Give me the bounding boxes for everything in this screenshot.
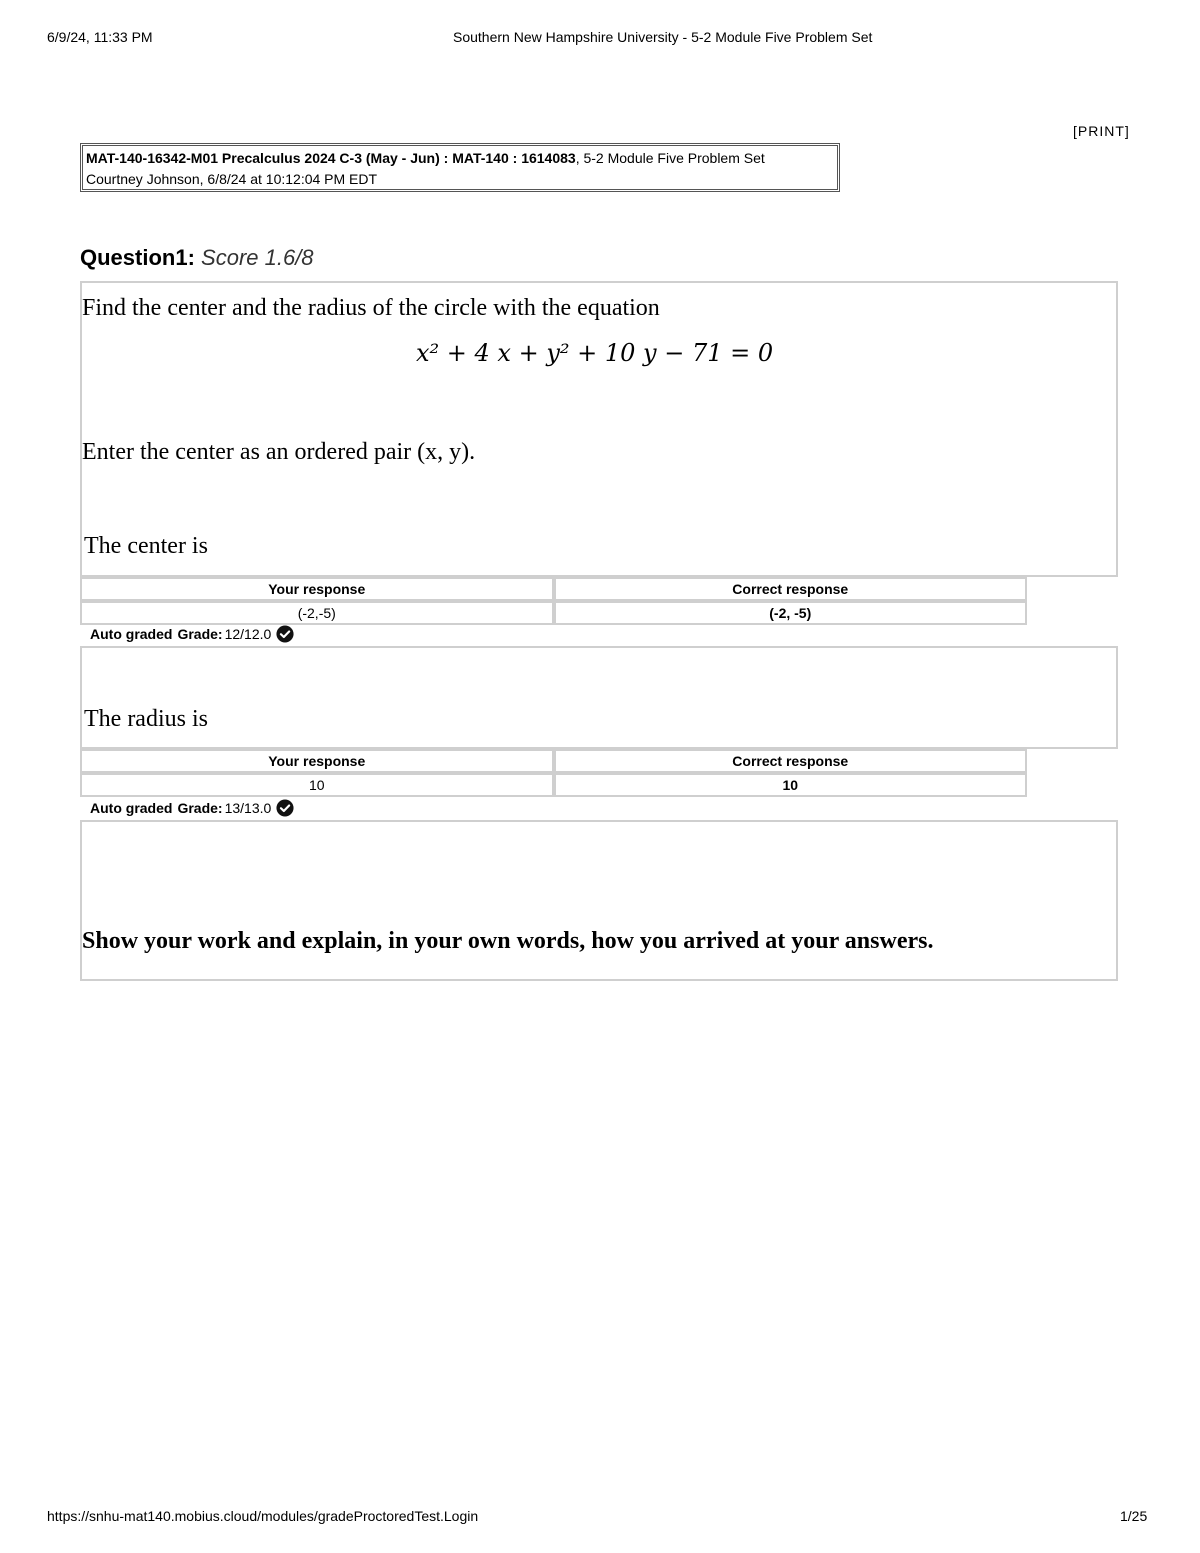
auto-graded-label: Auto graded bbox=[90, 626, 173, 642]
question-title bbox=[80, 245, 314, 271]
grade-value: 12/12.0 bbox=[224, 626, 272, 642]
correct-response-header: Correct response bbox=[554, 577, 1028, 601]
correct-response-value: (-2, -5) bbox=[554, 601, 1028, 625]
your-response-header: Your response bbox=[80, 749, 554, 773]
check-circle-icon bbox=[276, 799, 294, 817]
footer-page-number: 1/25 bbox=[1120, 1508, 1148, 1524]
your-response-value: (-2,-5) bbox=[80, 601, 554, 625]
print-link[interactable]: [PRINT] bbox=[1073, 123, 1130, 139]
work-prompt: Show your work and explain, in your own words, how you arrived at your answers. bbox=[82, 928, 934, 954]
course-info-box bbox=[80, 143, 840, 192]
center-instruction: Enter the center as an ordered pair (x, y). bbox=[82, 439, 476, 465]
circle-equation: x² + 4 x + y² + 10 y − 71 = 0 bbox=[416, 339, 774, 367]
question-label: Question1: bbox=[80, 245, 195, 270]
grade-value: 13/13.0 bbox=[224, 800, 272, 816]
question-box-radius bbox=[80, 646, 1118, 749]
correct-response-value: 10 bbox=[554, 773, 1028, 797]
grade-line-radius bbox=[90, 799, 294, 817]
check-circle-icon bbox=[276, 625, 294, 643]
response-table-center bbox=[80, 577, 1027, 625]
center-prompt: The center is bbox=[84, 533, 208, 559]
auto-graded-label: Auto graded bbox=[90, 800, 173, 816]
print-page-title: Southern New Hampshire University - 5-2 Module Five Problem Set bbox=[453, 29, 873, 45]
footer-url: https://snhu-mat140.mobius.cloud/modules/gradeProctoredTest.Login bbox=[47, 1508, 479, 1524]
student-line: Courtney Johnson, 6/8/24 at 10:12:04 PM EDT bbox=[86, 171, 378, 187]
response-table-radius bbox=[80, 749, 1027, 797]
grade-line-center bbox=[90, 625, 294, 643]
question-box-center bbox=[80, 281, 1118, 577]
course-line bbox=[86, 148, 834, 169]
your-response-value: 10 bbox=[80, 773, 554, 797]
grade-label: Grade: bbox=[177, 800, 223, 816]
radius-prompt: The radius is bbox=[84, 706, 208, 732]
course-name: MAT-140-16342-M01 Precalculus 2024 C-3 (May - Jun) : MAT-140 : 1614083 bbox=[86, 150, 576, 166]
your-response-header: Your response bbox=[80, 577, 554, 601]
print-datetime: 6/9/24, 11:33 PM bbox=[47, 29, 153, 45]
question-score: Score 1.6/8 bbox=[201, 245, 314, 270]
question-box-work bbox=[80, 820, 1118, 981]
question-prompt: Find the center and the radius of the circle with the equation bbox=[82, 295, 660, 321]
assignment-name: , 5-2 Module Five Problem Set bbox=[575, 150, 765, 166]
grade-label: Grade: bbox=[177, 626, 223, 642]
correct-response-header: Correct response bbox=[554, 749, 1028, 773]
